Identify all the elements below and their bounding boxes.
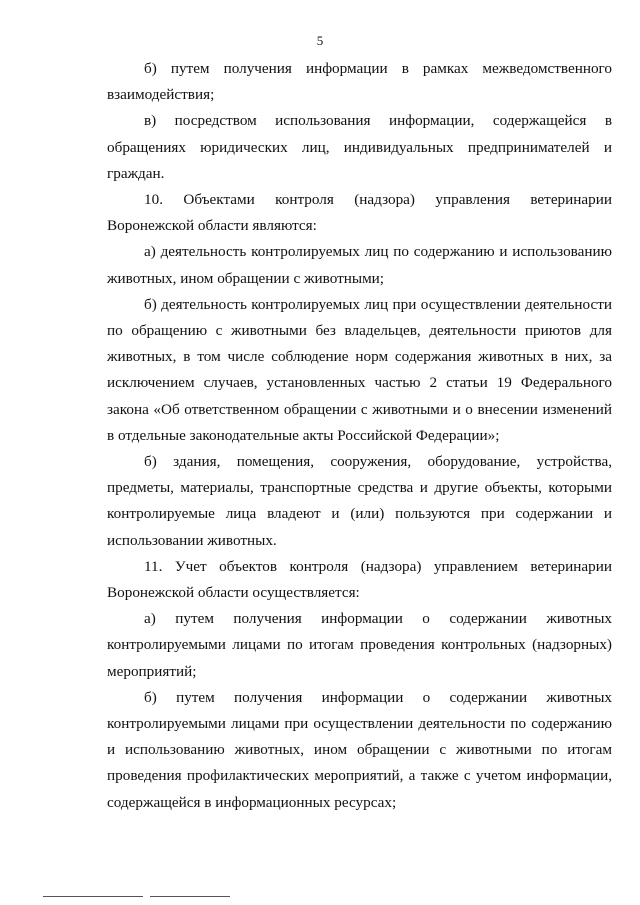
paragraph-item-v-appeals: в) посредством использования информации, содержащейся в обращениях юридических лиц, индивидуальных предпринимателей и граждан.: [107, 112, 612, 182]
paragraph-section-10: 10. Объектами контроля (надзора) управления ветеринарии Воронежской области являются:: [107, 191, 612, 235]
paragraph-item-b-interagency: б) путем получения информации в рамках межведомственного взаимодействия;: [107, 60, 612, 104]
paragraph-item-a-inspections: а) путем получения информации о содержании животных контролируемыми лицами по итогам проведения контрольных (надзорных) мероприятий;: [107, 610, 612, 680]
document-body: [107, 56, 612, 816]
footer-divider: [43, 896, 143, 897]
page-number: 5: [316, 33, 324, 48]
paragraph-section-11: 11. Учет объектов контроля (надзора) управлением ветеринарии Воронежской области осуществляется:: [107, 557, 612, 602]
paragraph-item-b-preventive: б) путем получения информации о содержании животных контролируемыми лицами при осуществлении деятельности по содержанию и использованию животных, ином обращении с животными по итогам проведения профилактических мероприятий, а также с учетом информации, содержащейся в информационных ресурсах;: [107, 688, 612, 811]
paragraph-item-a-animal-activity: а) деятельность контролируемых лиц по содержанию и использованию животных, ином обращении с животными;: [107, 243, 612, 287]
paragraph-item-b-stray-animals: б) деятельность контролируемых лиц при осуществлении деятельности по обращению с животными без владельцев, деятельности приютов для животных, в том числе соблюдение норм содержания животных в них, за исключением случаев, установленных частью 2 статьи 19 Федерального закона «Об ответственном обращении с животными и о внесении изменений в отдельные законодательные акты Российской Федерации»;: [107, 295, 612, 444]
footer-divider: [150, 896, 230, 897]
paragraph-item-b-buildings: б) здания, помещения, сооружения, оборудование, устройства, предметы, материалы, транспортные средства и другие объекты, которыми контролируемые лица владеют и (или) пользуются при содержании и использовании животных.: [107, 453, 612, 549]
